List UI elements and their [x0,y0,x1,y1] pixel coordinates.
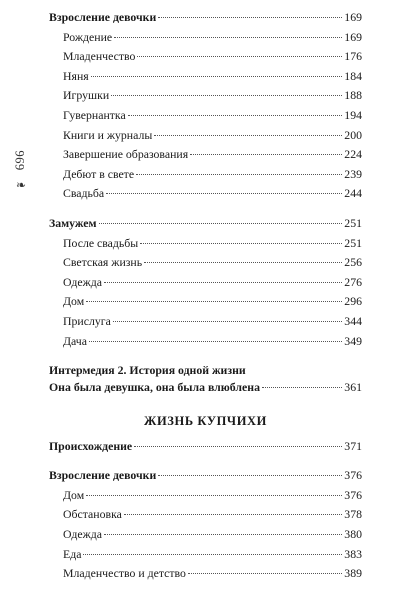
toc-entry-page: 188 [344,88,362,103]
leader-dots [134,446,342,447]
leader-dots [188,573,342,574]
toc-entry-page: 244 [344,186,362,201]
leader-dots [124,514,342,515]
toc-entry-page: 251 [344,235,362,250]
toc-entry-page: 239 [344,166,362,181]
toc-entry-page: 200 [344,127,362,142]
leader-dots [262,387,342,388]
leader-dots [89,341,342,342]
toc-entry-title: Дом [63,487,85,502]
toc-entry[interactable] [49,334,362,354]
toc-entry-page: 251 [344,215,362,230]
leader-dots [114,37,342,38]
toc-entry-page: 184 [344,68,362,83]
toc-entry[interactable] [49,88,362,108]
toc-entry[interactable] [49,49,362,69]
toc-entry-page: 389 [344,566,362,581]
toc-entry[interactable] [49,566,362,586]
toc-entry-title: Няня [63,68,89,83]
leader-dots [111,95,342,96]
toc-entry-page: 344 [344,313,362,328]
toc-entry-title: Младенчество [63,49,136,64]
toc-entry-page: 378 [344,507,362,522]
toc-entry-heading[interactable] [49,439,362,459]
toc-entry-heading[interactable] [49,380,362,400]
toc-entry[interactable] [49,314,362,334]
toc-entry[interactable] [49,294,362,314]
toc-entry-title: Взросление девочки [49,468,157,483]
toc-entry[interactable] [49,507,362,527]
toc-entry[interactable] [49,186,362,206]
toc-entry-title: Светская жизнь [63,255,143,270]
toc-entry-title: Она была девушка, она была влюблена [49,380,260,395]
interlude-title: Интермедия 2. История одной жизни [49,363,246,378]
toc-entry-title: Одежда [63,274,102,289]
leader-dots [91,76,343,77]
page-number: 696 [13,150,27,171]
leader-dots [99,223,343,224]
toc-entry[interactable] [49,30,362,50]
toc-section-girlhood [49,10,362,206]
toc-entry[interactable] [49,128,362,148]
part-title: ЖИЗНЬ КУПЧИХИ [144,413,267,428]
leader-dots [128,115,343,116]
toc-entry[interactable] [49,527,362,547]
toc-entry[interactable] [49,147,362,167]
leader-dots [154,135,342,136]
toc-entry-heading[interactable] [49,216,362,236]
leader-dots [104,282,342,283]
toc-entry-page: 224 [344,147,362,162]
toc-entry-title: Игрушки [63,88,110,103]
toc-entry-page: 276 [344,274,362,289]
toc-entry[interactable] [49,255,362,275]
toc-entry-title: Младенчество и детство [63,566,186,581]
leader-dots [140,243,342,244]
toc-interlude [49,363,362,400]
toc-section-merchant-girlhood [49,468,362,586]
toc-entry-title: Происхождение [49,438,133,453]
leader-dots [158,17,342,18]
leader-dots [86,301,342,302]
leader-dots [144,262,342,263]
toc-entry-page: 349 [344,333,362,348]
toc-entry-title: Обстановка [63,507,122,522]
leader-dots [106,193,342,194]
leader-dots [83,554,342,555]
toc-entry-heading[interactable] [49,468,362,488]
leader-dots [104,534,342,535]
toc-entry[interactable] [49,108,362,128]
toc-entry-page: 176 [344,49,362,64]
leader-dots [158,475,342,476]
fleuron-ornament-icon: ❧ [16,178,27,192]
toc-entry-page: 380 [344,527,362,542]
toc-entry-title: Рождение [63,29,113,44]
toc-entry-page: 383 [344,546,362,561]
toc-entry-page: 169 [344,29,362,44]
toc-entry-page: 376 [344,468,362,483]
toc-entry-title: Гувернантка [63,107,126,122]
toc-entry-title: Одежда [63,527,102,542]
toc-entry-page: 371 [344,438,362,453]
leader-dots [86,495,342,496]
leader-dots [136,174,342,175]
leader-dots [113,321,342,322]
toc-entry[interactable] [49,69,362,89]
toc-entry-page: 361 [344,380,362,395]
toc-section-married [49,216,362,353]
toc-entry-page: 256 [344,255,362,270]
toc-entry[interactable] [49,167,362,187]
toc-entry-title: Дача [63,333,87,348]
toc-entry-title: Книги и журналы [63,127,153,142]
toc-entry-title: Завершение образования [63,147,189,162]
toc-entry[interactable] [49,488,362,508]
toc-entry-page: 376 [344,487,362,502]
table-of-contents [49,10,362,596]
toc-entry-title: Еда [63,546,82,561]
toc-entry-title: Замужем [49,215,97,230]
toc-entry-page: 194 [344,107,362,122]
toc-entry-title: Свадьба [63,186,105,201]
toc-section-origin [49,439,362,459]
toc-entry[interactable] [49,236,362,256]
toc-entry[interactable] [49,547,362,567]
toc-entry-heading[interactable] [49,10,362,30]
toc-entry-title: Дебют в свете [63,166,135,181]
toc-entry-title: Взросление девочки [49,10,157,24]
toc-entry-title: После свадьбы [63,235,139,250]
toc-entry[interactable] [49,275,362,295]
leader-dots [137,56,342,57]
toc-entry-title: Дом [63,294,85,309]
toc-entry-page: 296 [344,294,362,309]
toc-entry-title: Прислуга [63,313,111,328]
leader-dots [190,154,342,155]
toc-entry-page: 169 [344,10,362,24]
